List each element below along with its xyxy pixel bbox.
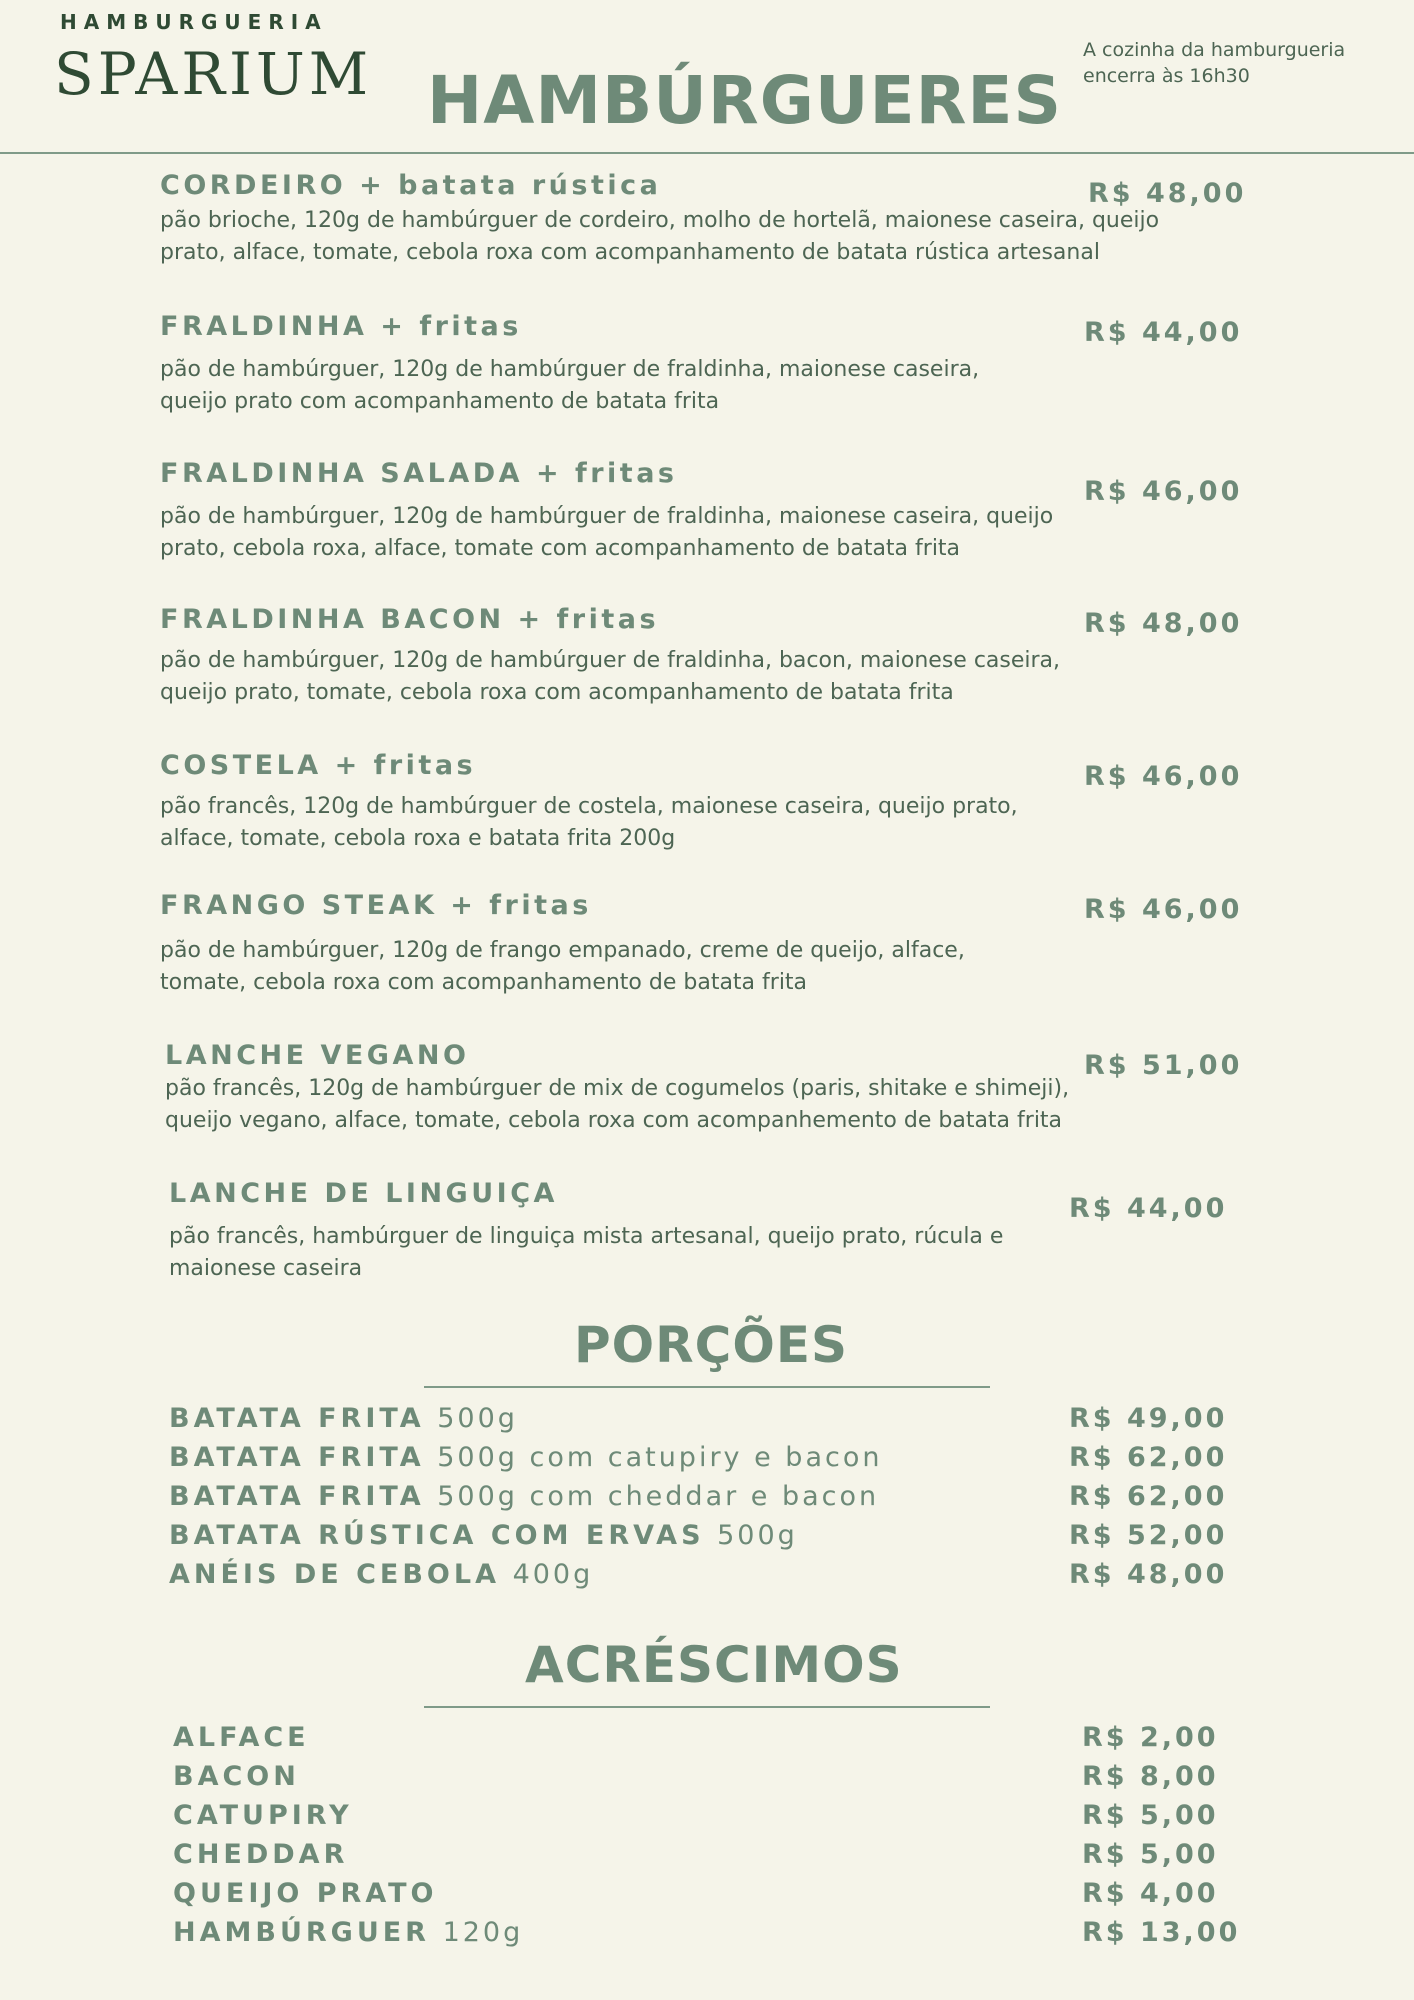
porcao-qty: 400g [512,1559,594,1590]
item-name [165,1040,1069,1071]
brand-subtitle: HAMBURGUERIA [60,10,328,34]
acrescimo-name: CATUPIRY [173,1800,353,1831]
acrescimo-row [173,1722,310,1753]
description-line: queijo prato com acompanhamento de batata frita [160,389,720,414]
note-line-1: A cozinha da hamburgueria [1083,39,1346,61]
description-line: pão francês, hambúrguer de linguiça mista artesanal, queijo prato, rúcula e [169,1224,1004,1249]
item-description [160,791,1018,855]
acrescimo-name: HAMBÚRGUER [173,1917,430,1948]
acrescimo-row [173,1800,353,1831]
acrescimo-name: BACON [173,1761,300,1792]
item-name [160,604,1060,635]
porcao-row [169,1481,879,1512]
kitchen-hours-note [1083,37,1383,89]
acrescimo-row [173,1878,438,1909]
item-title: LANCHE VEGANO [165,1040,470,1071]
porcao-price: R$ 49,00 [1069,1403,1228,1434]
item-description [160,205,1159,269]
porcao-row [169,1520,798,1551]
item-description [160,354,979,418]
menu-item-fraldinha [160,311,979,418]
item-price: R$ 46,00 [1084,476,1243,507]
item-name [160,458,1053,489]
page-title: HAMBÚRGUERES [427,62,1063,139]
description-line: alface, tomate, cebola roxa e batata frita 200g [160,826,676,851]
section-divider [424,1386,990,1388]
item-price: R$ 48,00 [1084,608,1243,639]
description-line: prato, cebola roxa, alface, tomate com acompanhamento de batata frita [160,536,961,561]
porcao-name: BATATA FRITA [169,1403,425,1434]
item-title: COSTELA [160,750,322,781]
menu-item-lanche-linguica [169,1178,1003,1285]
item-price: R$ 51,00 [1084,1050,1243,1081]
item-description [160,645,1060,709]
header-divider [0,152,1414,154]
menu-item-lanche-vegano [165,1040,1069,1137]
porcao-row [169,1403,518,1434]
description-line: pão de hambúrguer, 120g de frango empanado, creme de queijo, alface, [160,938,965,963]
item-price: R$ 48,00 [1088,178,1247,209]
item-title: CORDEIRO [160,170,347,201]
item-name [160,311,979,342]
menu-item-fraldinha-bacon [160,604,1060,709]
porcao-name: BATATA FRITA [169,1442,425,1473]
description-line: queijo vegano, alface, tomate, cebola roxa com acompanhemento de batata frita [165,1108,1063,1133]
description-line: maionese caseira [169,1256,363,1281]
item-price: R$ 44,00 [1069,1193,1228,1224]
menu-item-costela [160,750,1018,855]
acrescimo-row [173,1917,523,1948]
description-line: tomate, cebola roxa com acompanhamento de batata frita [160,970,808,995]
porcao-row [169,1559,593,1590]
item-title: FRANGO STEAK [160,890,438,921]
description-line: queijo prato, tomate, cebola roxa com acompanhamento de batata frita [160,680,954,705]
porcao-qty: 500g com catupiry e bacon [437,1442,883,1473]
description-line: pão de hambúrguer, 120g de hambúrguer de fraldinha, bacon, maionese caseira, [160,648,1061,673]
acrescimo-price: R$ 5,00 [1082,1800,1219,1831]
porcao-qty: 500g [437,1403,518,1434]
acrescimo-price: R$ 5,00 [1082,1839,1219,1870]
item-name [160,890,965,921]
item-description [160,935,965,999]
item-name [160,750,1018,781]
item-description [160,501,1053,565]
porcao-price: R$ 52,00 [1069,1520,1228,1551]
item-description [165,1073,1069,1137]
porcao-name: BATATA RÚSTICA COM ERVAS [169,1520,705,1551]
description-line: pão francês, 120g de hambúrguer de mix de cogumelos (paris, shitake e shimeji), [165,1076,1070,1101]
porcao-name: BATATA FRITA [169,1481,425,1512]
acrescimo-name: ALFACE [173,1722,310,1753]
item-title: FRALDINHA SALADA [160,458,524,489]
item-title: FRALDINHA BACON [160,604,505,635]
acrescimo-price: R$ 4,00 [1082,1878,1219,1909]
porcao-qty: 500g [717,1520,798,1551]
item-price: R$ 46,00 [1084,761,1243,792]
description-line: pão de hambúrguer, 120g de hambúrguer de fraldinha, maionese caseira, [160,357,980,382]
item-side: + fritas [450,890,592,921]
acrescimo-name: QUEIJO PRATO [173,1878,438,1909]
acrescimo-qty: 120g [442,1917,524,1948]
item-price: R$ 44,00 [1084,317,1243,348]
description-line: pão brioche, 120g de hambúrguer de cordeiro, molho de hortelã, maionese caseira, queijo [160,208,1160,233]
item-side: + batata rústica [359,170,662,201]
item-side: + fritas [334,750,477,781]
porcao-price: R$ 62,00 [1069,1442,1228,1473]
porcao-row [169,1442,882,1473]
porcao-price: R$ 48,00 [1069,1559,1228,1590]
section-divider [424,1706,990,1708]
item-name [169,1178,1003,1209]
porcao-name: ANÉIS DE CEBOLA [169,1559,500,1590]
acrescimo-price: R$ 13,00 [1082,1917,1241,1948]
menu-item-fraldinha-salada [160,458,1053,565]
acrescimo-name: CHEDDAR [173,1839,349,1870]
section-title-porcoes: PORÇÕES [574,1316,849,1374]
item-title: LANCHE DE LINGUIÇA [169,1178,558,1209]
acrescimo-price: R$ 2,00 [1082,1722,1219,1753]
description-line: pão de hambúrguer, 120g de hambúrguer de fraldinha, maionese caseira, queijo [160,504,1054,529]
acrescimo-row [173,1761,300,1792]
item-price: R$ 46,00 [1084,894,1243,925]
item-side: + fritas [517,604,660,635]
porcao-price: R$ 62,00 [1069,1481,1228,1512]
description-line: prato, alface, tomate, cebola roxa com acompanhamento de batata rústica artesanal [160,240,1100,265]
porcao-qty: 500g com cheddar e bacon [437,1481,880,1512]
item-description [169,1221,1003,1285]
brand-logo: SPARIUM [54,40,373,108]
note-line-2: encerra às 16h30 [1083,65,1250,87]
acrescimo-row [173,1839,348,1870]
item-title: FRALDINHA [160,311,368,342]
description-line: pão francês, 120g de hambúrguer de costela, maionese caseira, queijo prato, [160,794,1018,819]
item-name [160,170,1159,201]
section-title-acrescimos: ACRÉSCIMOS [525,1636,903,1694]
acrescimo-price: R$ 8,00 [1082,1761,1219,1792]
menu-item-frango-steak [160,890,965,999]
item-side: + fritas [380,311,522,342]
item-side: + fritas [535,458,678,489]
menu-item-cordeiro [160,170,1159,269]
